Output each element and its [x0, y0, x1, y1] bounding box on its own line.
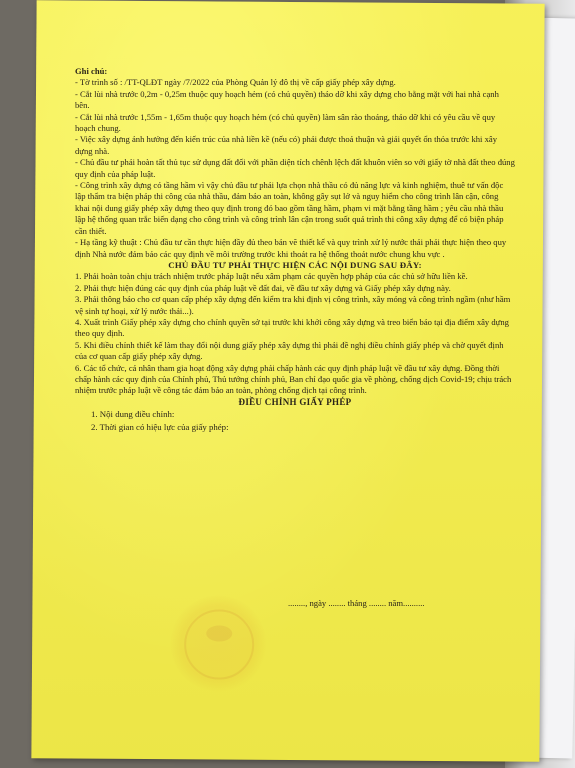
seal-blot	[206, 625, 232, 641]
note-item: - Tờ trình số : /TT-QLĐT ngày /7/2022 của Phòng Quản lý đô thị về cấp giấy phép xây dựng.	[75, 77, 396, 88]
obligation-item: 3. Phải thông báo cho cơ quan cấp phép xây dựng đến kiểm tra khi định vị công trình, xây móng và công trình ngầm (như hầm vệ sinh tự hoại, xử lý nước thải...).	[75, 294, 511, 316]
adjustment-title: ĐIỀU CHỈNH GIẤY PHÉP	[238, 396, 352, 407]
note-item: - Cắt lùi nhà trước 1,55m - 1,65m thuộc quy hoạch hẻm (có chủ quyền) làm sân rào thoáng, tháo dỡ khi có yêu cầu về quy hoạch chung.	[75, 111, 496, 134]
note-item: - Chủ đầu tư phải hoàn tất thủ tục sử dụng đất đối với phần diện tích chênh lệch đất khuôn viên so với giấy tờ nhà đất theo đúng quy định của pháp luật.	[75, 157, 515, 179]
obligation-item: 1. Phải hoàn toàn chịu trách nhiệm trước pháp luật nếu xâm phạm các quyền hợp pháp của các chủ sở hữu liền kề.	[75, 271, 468, 282]
obligations-title: CHỦ ĐẦU TƯ PHẢI THỰC HIỆN CÁC NỘI DUNG SAU ĐÂY:	[168, 259, 422, 270]
obligation-item: 4. Xuất trình Giấy phép xây dựng cho chính quyền sở tại trước khi khởi công xây dựng và treo biển báo tại địa điểm xây dựng theo quy định.	[75, 316, 509, 339]
signature-date-line: ........, ngày ........ tháng ........ năm..........	[288, 598, 425, 608]
obligation-item: 5. Khi điều chỉnh thiết kế làm thay đổi nội dung giấy phép xây dựng thì phải đề nghị điều chỉnh giấy phép và chờ quyết định của cơ quan cấp giấy phép xây dựng.	[75, 339, 504, 362]
adjustment-item: 2. Thời gian có hiệu lực của giấy phép:	[91, 421, 229, 432]
notes-heading: Ghi chú:	[75, 66, 108, 76]
note-item: - Công trình xây dựng có tầng hầm vì vậy chủ đầu tư phải lựa chọn nhà thầu có đủ năng lực và kinh nghiệm, thuê tư vấn độc lập thẩm tra biện pháp thi công của nhà thầu, đảm bảo an toàn, không gây sụt lở và nguy hiểm cho công trình lân cận, công khai nội dung giấy phép xây dựng theo quy định trong đó bao gồm tầng hầm, phạm vi mặt bằng tầng hầm ; yêu cầu nhà thầu lập hệ thống quan trắc biến dạng cho công trình và công trình lân cận trong suốt quá trình thi công xây dựng để có biện pháp cần thiết.	[75, 180, 504, 236]
obligations-list	[75, 271, 515, 396]
document-body	[75, 66, 515, 433]
note-item: - Việc xây dựng ảnh hưởng đến kiến trúc của nhà liền kề (nếu có) phải được thoả thuận và giải quyết ổn thỏa trước khi xây dựng nhà.	[75, 134, 497, 156]
notes-list	[75, 77, 515, 260]
faded-seal-stamp	[170, 595, 267, 692]
adjustment-item: 1. Nội dung điều chỉnh:	[91, 409, 175, 420]
obligation-item: 2. Phải thực hiện đúng các quy định của pháp luật về đất đai, về đầu tư xây dựng và Giấy phép xây dựng này.	[75, 282, 451, 293]
obligation-item: 6. Các tổ chức, cá nhân tham gia hoạt động xây dựng phải chấp hành các quy định pháp luật về đầu tư xây dựng. Đồng thời chấp hành các quy định của Chính phủ, Thủ tướng chính phủ, Ban chỉ đạo quốc gia về phòng, chống dịch Covid-19; chịu trách nhiệm trước pháp luật về công tác đảm bảo an toàn, phòng chống dịch tại công trình.	[75, 362, 512, 396]
seal-ring	[184, 609, 254, 679]
note-item: - Hạ tầng kỹ thuật : Chủ đầu tư cần thực hiện đầy đủ theo bản vẽ thiết kế và quy trình xử lý nước thải phải thực hiện theo quy định Nhà nước đảm bảo các quy định về môi trường trước khi thoát ra hệ thống thoát nước chung khu vực .	[75, 237, 507, 259]
note-item: - Cắt lùi nhà trước 0,2m - 0,25m thuộc quy hoạch hẻm (có chủ quyền) tháo dỡ khi xây dựng cho bằng mặt với hai nhà cạnh bên.	[75, 88, 499, 111]
